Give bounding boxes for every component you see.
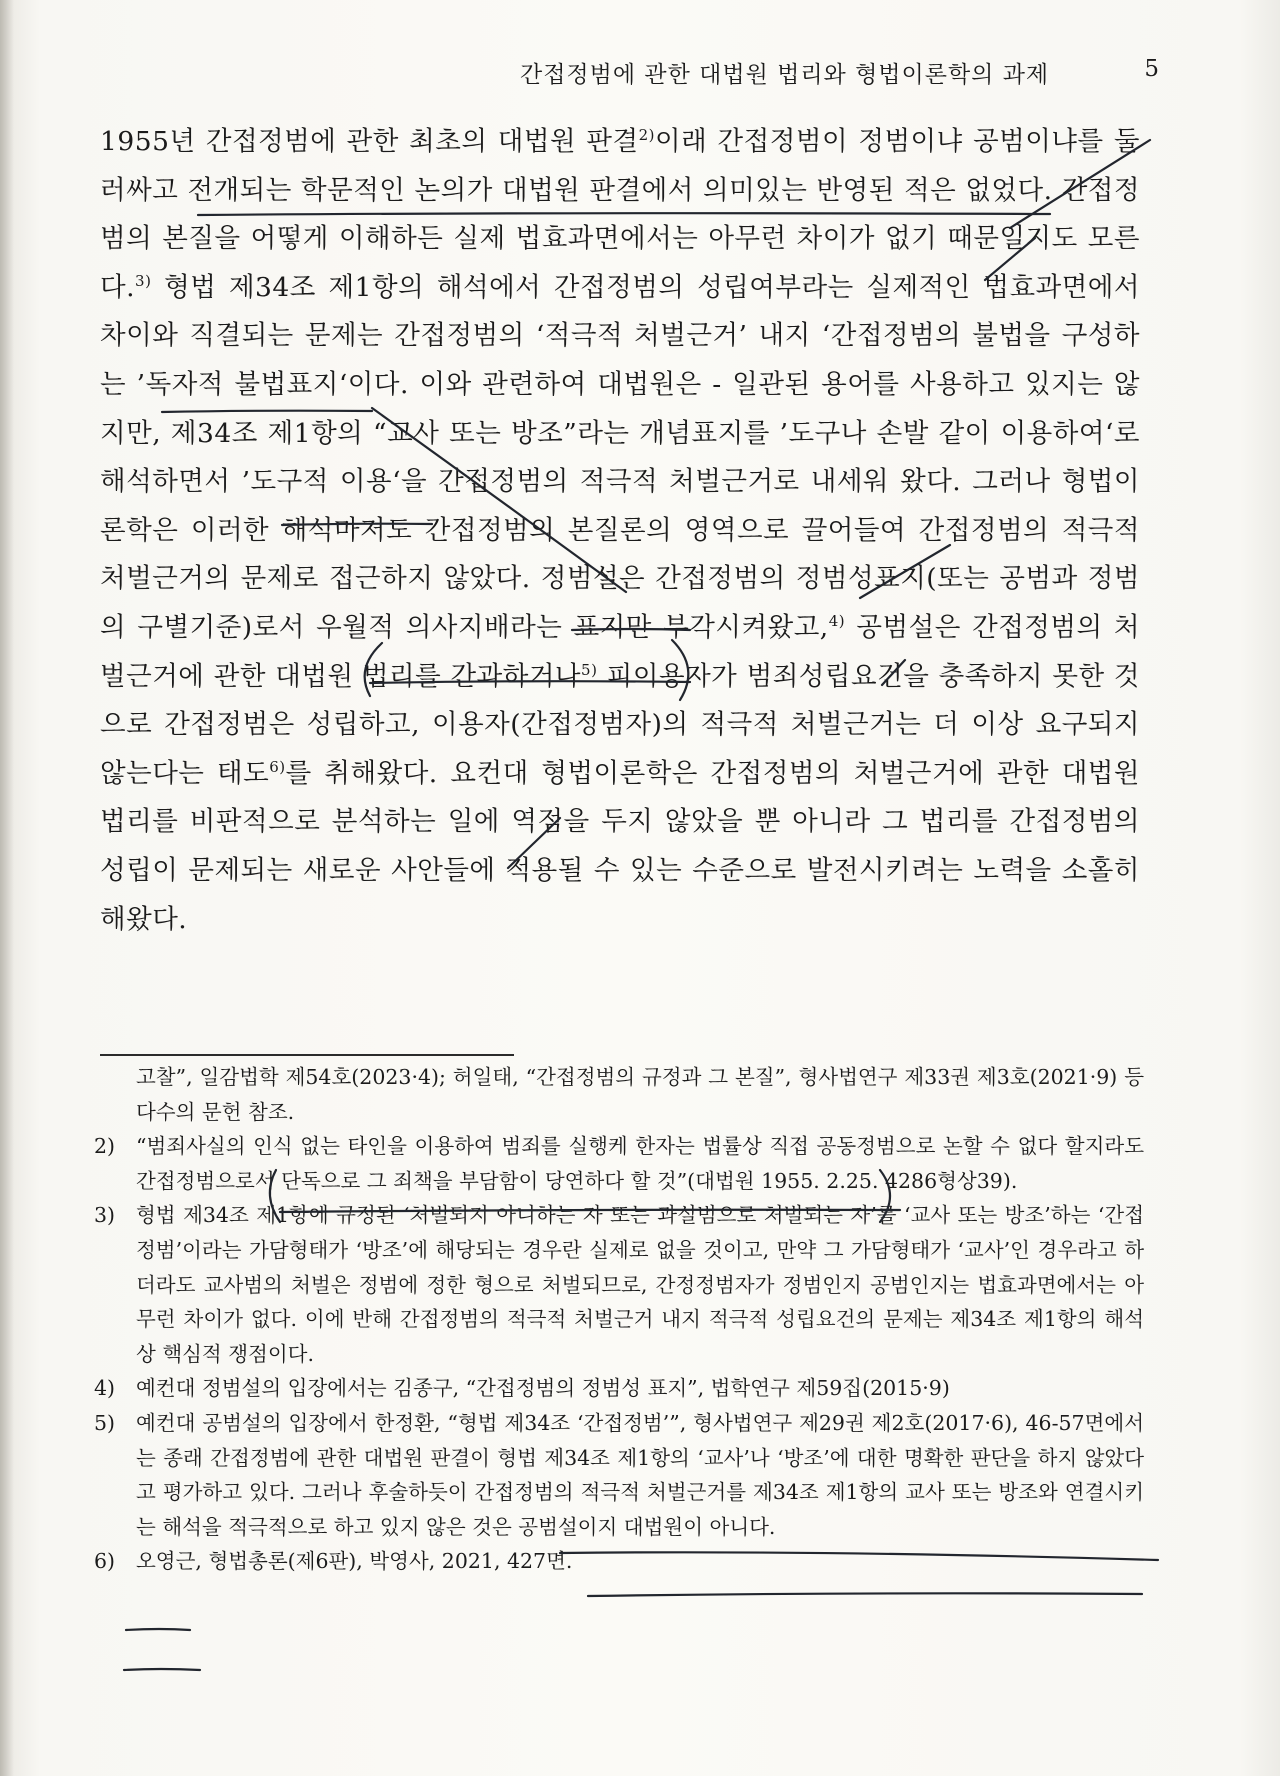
pen-underline <box>588 1593 1142 1596</box>
body-text-1: 1955년 간접정범에 관한 최초의 대법원 판결 <box>100 126 639 157</box>
footnote-ref-6[interactable]: 6) <box>269 757 286 776</box>
footnote-text: 형법 제34조 제1항에 규정된 ‘처벌되지 아니하는 자 또는 과실범으로 처벌되는 자’를 ‘교사 또는 방조’하는 ‘간접정범’이라는 가담형태가 ‘방조’에 해당되는 경우란 실제로 없을 것이고, 만약 그 가담형태가 ‘교사’인 경우라고 하더라도 교사범의 처벌은 정범에 정한 형으로 처벌되므로, 간정정범자가 정범인지 공범인지는 법효과면에서는 아무런 차이가 없다. 이에 반해 간접정범의 적극적 처벌근거 내지 적극적 성립요건의 문제는 제34조 제1항의 해석상 핵심적 쟁점이다. <box>136 1203 1144 1366</box>
footnote-divider <box>100 1054 514 1056</box>
footnote-text: 예컨대 정범설의 입장에서는 김종구, “간접정범의 정범성 표지”, 법학연구 제59집(2015·9) <box>136 1376 950 1401</box>
main-paragraph <box>100 118 1140 944</box>
body-text-4: 공범설은 간접정범의 처벌근거에 관한 대법원 법리를 간과하거나 <box>100 611 1140 692</box>
footnote-number: 3) <box>94 1203 116 1228</box>
footnote-3 <box>94 1198 1144 1371</box>
pen-underline <box>126 1629 190 1630</box>
page-number: 5 <box>1144 56 1160 82</box>
footnote-text: 예컨대 공범설의 입장에서 한정환, “형법 제34조 ‘간접정범’”, 형사법연구 제29권 제2호(2017·6), 46-57면에서는 종래 간접정범에 관한 대법원 판결이 형법 제34조 제1항의 ‘교사’나 ‘방조’에 대한 명확한 판단을 하지 않았다고 평가하고 있다. 그러나 후술하듯이 간접정범의 적극적 처벌근거를 제34조 제1항의 교사 또는 방조와 연결시키는 해석을 적극적으로 하고 있지 않은 것은 공범설이지 대법원이 아니다. <box>136 1410 1144 1539</box>
footnote-5 <box>94 1406 1144 1544</box>
footnote-text: 오영근, 형법총론(제6판), 박영사, 2021, 427면. <box>136 1549 573 1574</box>
page-edge-shadow <box>0 0 14 1776</box>
footnotes <box>94 1060 1144 1579</box>
footnote-ref-4[interactable]: 4) <box>828 611 846 630</box>
footnote-number: 6) <box>94 1549 116 1574</box>
body-text-6: 를 취해왔다. 요컨대 형법이론학은 간접정범의 처벌근거에 관한 대법원 법리를 비판적으로 분석하는 일에 역점을 두지 않았을 뿐 아니라 그 법리를 간접정범의 성립이 문제되는 새로운 사안들에 적용될 수 있는 수준으로 발전시키려는 노력을 소홀히 해왔다. <box>100 757 1140 935</box>
footnote-ref-5[interactable]: 5) <box>581 660 598 679</box>
body-text-5: 피이용자가 범죄성립요건을 충족하지 못한 것으로 간접정범은 성립하고, 이용자(간접정범자)의 적극적 처벌근거는 더 이상 요구되지 않는다는 태도 <box>100 660 1140 789</box>
footnote-ref-2[interactable]: 2) <box>638 126 656 144</box>
running-header <box>520 56 1160 89</box>
footnote-ref-3[interactable]: 3) <box>135 271 152 290</box>
footnote-6 <box>94 1544 1144 1579</box>
footnote-number: 4) <box>94 1376 116 1401</box>
footnote-2 <box>94 1129 1144 1198</box>
pen-underline <box>124 1669 200 1670</box>
footnote-continuation: 고찰”, 일감법학 제54호(2023·4); 허일태, “간접정범의 규정과 그 본질”, 형사법연구 제33권 제3호(2021·9) 등 다수의 문헌 참조. <box>136 1065 1144 1124</box>
running-title: 간접정범에 관한 대법원 법리와 형법이론학의 과제 <box>520 62 1050 88</box>
footnote-text: “범죄사실의 인식 없는 타인을 이용하여 범죄를 실행케 한자는 법률상 직접 공동정범으로 논할 수 없다 할지라도 간접정범으로서 단독으로 그 죄책을 부담함이 당연하다 할 것”(대법원 1955. 2.25. 4286형상39). <box>136 1134 1144 1193</box>
body-text-2: 이래 간접정범이 정범이냐 공범이냐를 둘러싸고 전개되는 학문적인 논의가 대법원 판결에서 의미있는 반영된 적은 없었다. 간접정범의 본질을 어떻게 이해하든 실제 법효과면에서는 아무런 차이가 없기 때문일지도 모른다. <box>100 126 1140 303</box>
footnote-number: 5) <box>94 1410 116 1435</box>
body-text-3: 형법 제34조 제1항의 해석에서 간접정범의 성립여부라는 실제적인 법효과면에서 차이와 직결되는 문제는 간접정범의 ‘적극적 처벌근거’ 내지 ‘간접정범의 불법을 구성하는 ’독자적 불법표지‘이다. 이와 관련하여 대법원은 - 일관된 용어를 사용하고 있지는 않지만, 제34조 제1항의 “교사 또는 방조”라는 개념표지를 ’도구나 손발 같이 이용하여‘로 해석하면서 ’도구적 이용‘을 간접정범의 적극적 처벌근거로 내세워 왔다. 그러나 형법이론학은 이러한 해석마저도 간접정범의 본질론의 영역으로 끌어들여 간접정범의 적극적 처벌근거의 문제로 접근하지 않았다. 정범설은 간접정범의 정범성표지(또는 공범과 정범의 구별기준)로서 우월적 의사지배라는 표지만 부각시켜왔고, <box>100 271 1140 643</box>
footnote-number: 2) <box>94 1134 116 1159</box>
footnote-4 <box>94 1371 1144 1406</box>
